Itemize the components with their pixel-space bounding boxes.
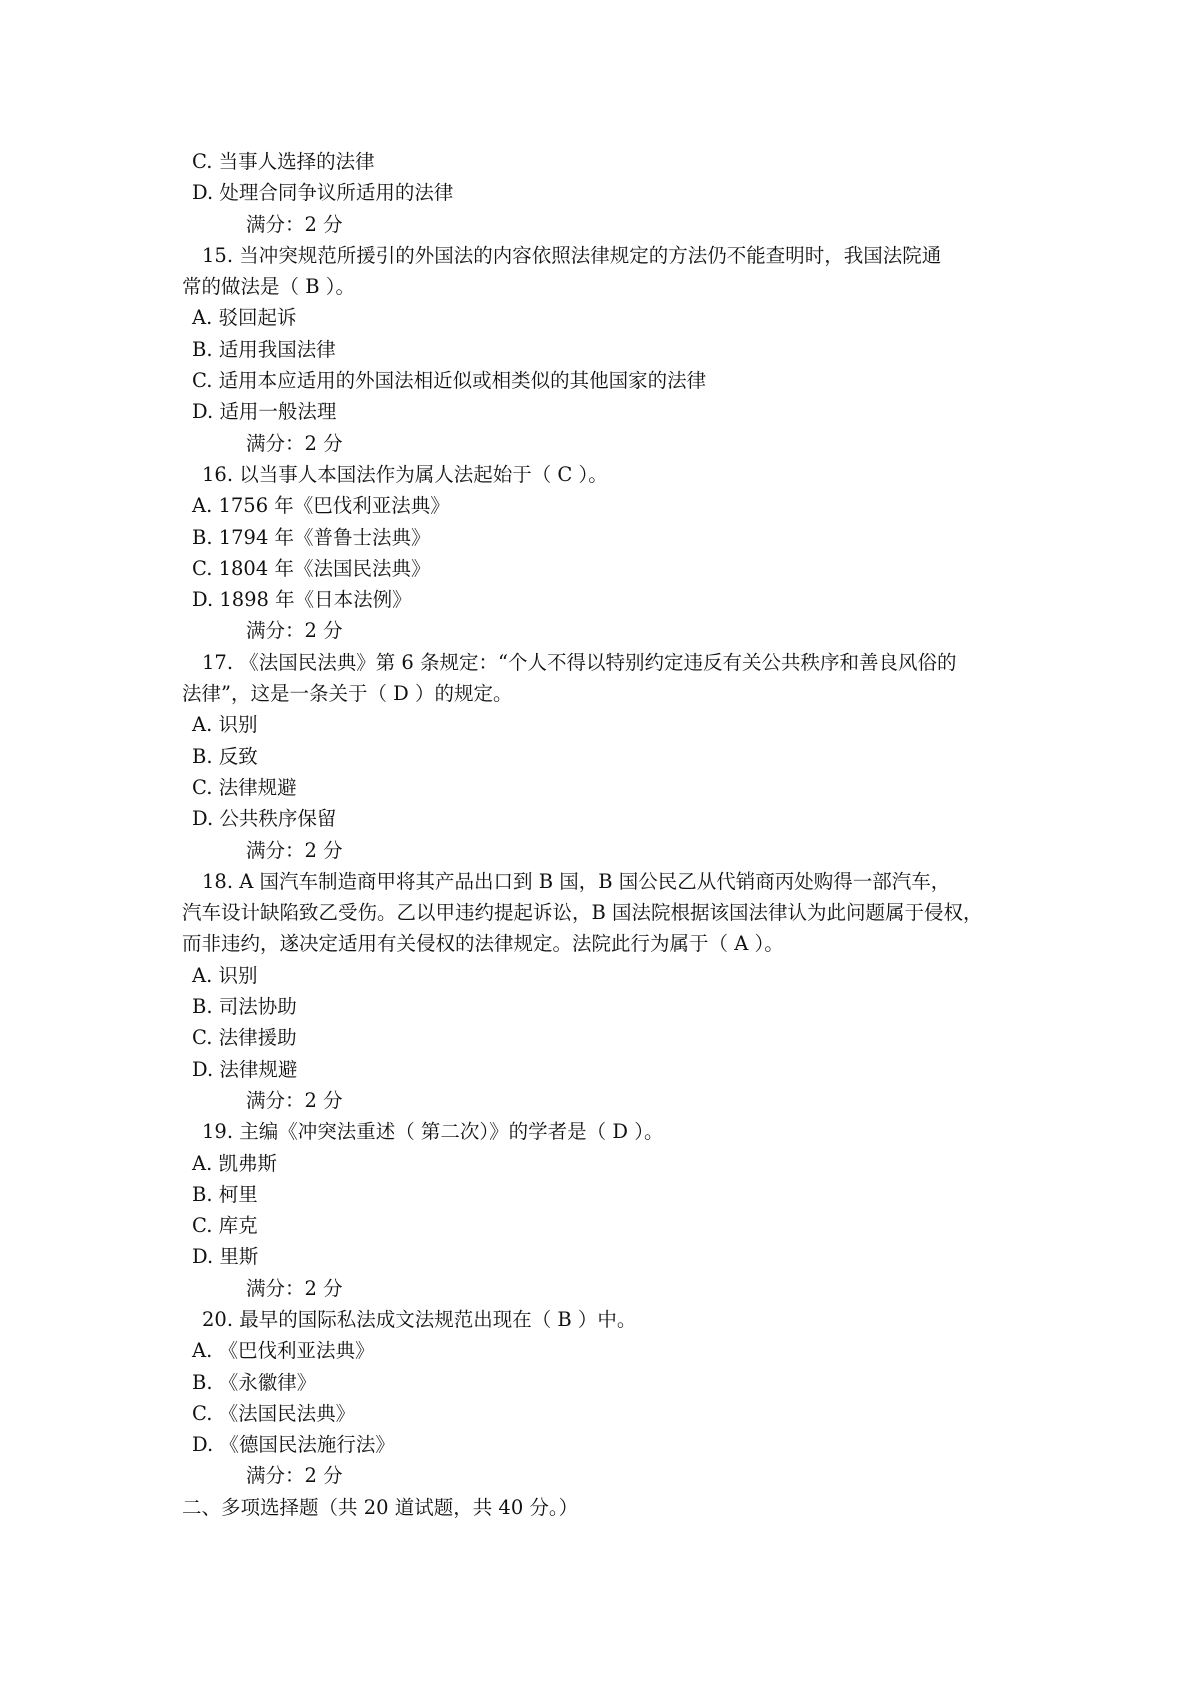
- question-16-stem: 16. 以当事人本国法作为属人法起始于（ C ）。: [202, 462, 608, 486]
- question-18-option-a: A. 识别: [192, 963, 258, 987]
- question-18-option-c: C. 法律援助: [192, 1026, 297, 1050]
- question-15-option-c: C. 适用本应适用的外国法相近似或相类似的其他国家的法律: [192, 369, 707, 393]
- question-20-option-b: B. 《永徽律》: [192, 1370, 317, 1394]
- question-16-option-c: C. 1804 年《法国民法典》: [192, 556, 431, 580]
- question-15-option-b: B. 适用我国法律: [192, 337, 336, 361]
- question-17-option-a: A. 识别: [192, 713, 258, 737]
- question-15-option-a: A. 驳回起诉: [192, 306, 297, 330]
- option-c: C. 当事人选择的法律: [192, 150, 375, 173]
- question-18-stem-continued-2: 而非违约，遂决定适用有关侵权的法律规定。法院此行为属于（ A ）。: [182, 932, 784, 956]
- question-18-option-b: B. 司法协助: [192, 995, 297, 1019]
- question-15-score: 满分：2 分: [246, 431, 343, 455]
- question-16-option-d: D. 1898 年《日本法例》: [192, 588, 412, 612]
- question-17-stem: 17. 《法国民法典》第 6 条规定：“个人不得以特别约定违反有关公共秩序和善良风俗的: [202, 650, 957, 674]
- question-18-option-d: D. 法律规避: [192, 1057, 298, 1081]
- question-15-stem-continued: 常的做法是（ B ）。: [182, 275, 355, 299]
- question-15-stem: 15. 当冲突规范所援引的外国法的内容依照法律规定的方法仍不能查明时，我国法院通: [202, 243, 942, 267]
- exam-content: [182, 146, 1022, 1523]
- question-20-stem: 20. 最早的国际私法成文法规范出现在（ B ）中。: [202, 1307, 637, 1331]
- question-16-option-a: A. 1756 年《巴伐利亚法典》: [192, 494, 450, 518]
- question-19-option-b: B. 柯里: [192, 1182, 258, 1206]
- question-18-stem: 18. A 国汽车制造商甲将其产品出口到 B 国，B 国公民乙从代销商丙处购得一部汽车，: [202, 869, 951, 893]
- option-d: D. 处理合同争议所适用的法律: [192, 181, 454, 205]
- section-heading-multiple-choice: 二、多项选择题（共 20 道试题，共 40 分。）: [182, 1495, 579, 1519]
- question-17-stem-continued: 法律”，这是一条关于（ D ）的规定。: [182, 682, 513, 706]
- question-16-score: 满分：2 分: [246, 619, 343, 643]
- question-18-score: 满分：2 分: [246, 1088, 343, 1112]
- question-20-option-a: A. 《巴伐利亚法典》: [192, 1339, 375, 1363]
- question-19-stem: 19. 主编《冲突法重述（ 第二次）》的学者是（ D ）。: [202, 1120, 664, 1144]
- question-20-option-d: D. 《德国民法施行法》: [192, 1433, 395, 1457]
- question-19-score: 满分：2 分: [246, 1276, 343, 1300]
- question-17-option-d: D. 公共秩序保留: [192, 807, 337, 831]
- question-19-option-a: A. 凯弗斯: [192, 1151, 277, 1175]
- question-20-option-c: C. 《法国民法典》: [192, 1401, 356, 1425]
- question-20-score: 满分：2 分: [246, 1464, 343, 1488]
- question-19-option-c: C. 库克: [192, 1214, 258, 1238]
- question-16-option-b: B. 1794 年《普鲁士法典》: [192, 525, 431, 549]
- question-17-score: 满分：2 分: [246, 838, 343, 862]
- question-19-option-d: D. 里斯: [192, 1245, 259, 1269]
- question-18-stem-continued-1: 汽车设计缺陷致乙受伤。乙以甲违约提起诉讼，B 国法院根据该国法律认为此问题属于侵权，: [182, 901, 983, 925]
- question-17-option-b: B. 反致: [192, 744, 258, 768]
- question-17-option-c: C. 法律规避: [192, 775, 297, 799]
- question-15-option-d: D. 适用一般法理: [192, 400, 337, 424]
- score-line: 满分：2 分: [246, 212, 343, 236]
